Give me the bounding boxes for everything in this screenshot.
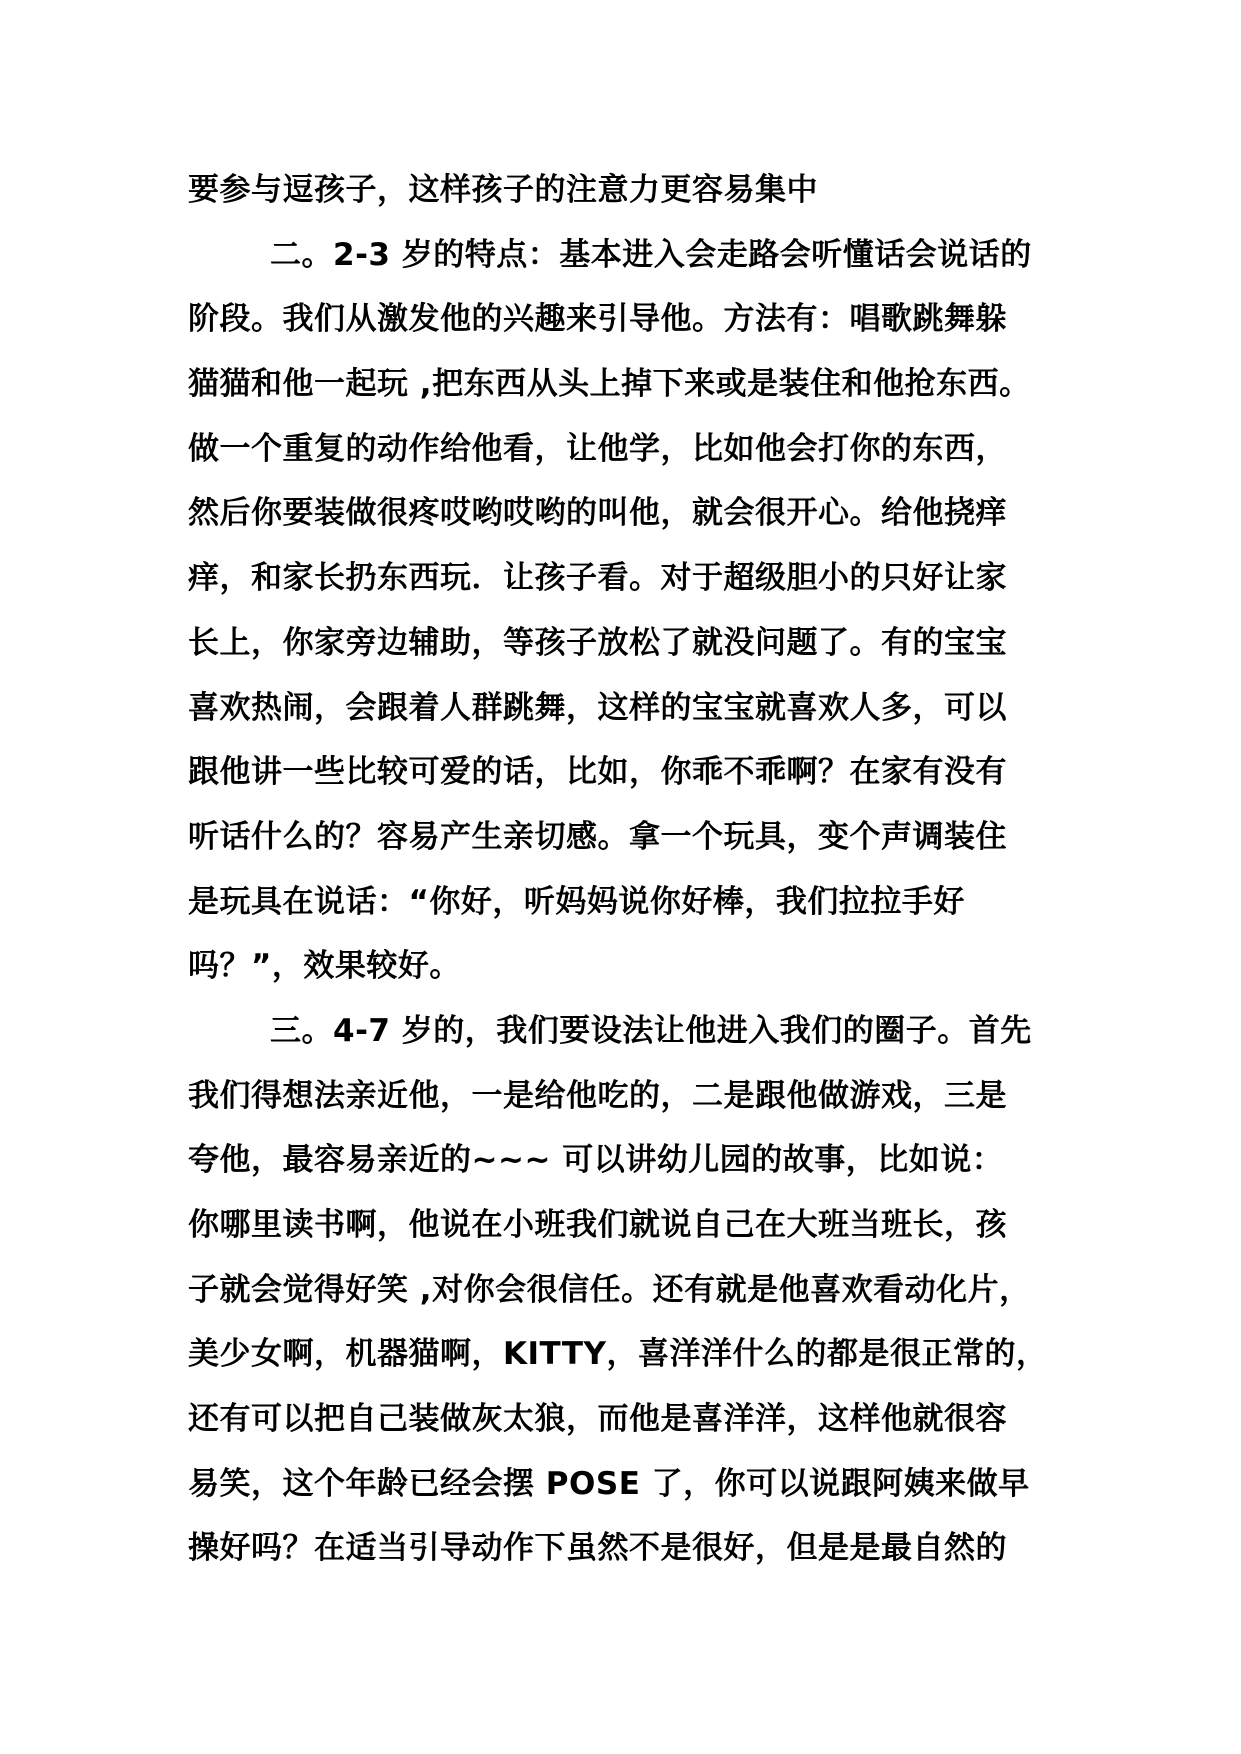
text-line: 夸他，最容易亲近的~~~ 可以讲幼儿园的故事，比如说： (188, 1142, 1004, 1179)
text-line: 长上，你家旁边辅助，等孩子放松了就没问题了。有的宝宝 (188, 624, 1007, 661)
text-line: 然后你要装做很疼哎哟哎哟的叫他，就会很开心。给他挠痒 (188, 495, 1007, 532)
text-line-section-two: 二。2-3 岁的特点：基本进入会走路会听懂话会说话的 (270, 236, 1032, 273)
text-line: 你哪里读书啊，他说在小班我们就说自己在大班当班长，孩 (188, 1207, 1007, 1243)
text-line: 操好吗？在适当引导动作下虽然不是很好，但是是最自然的 (188, 1530, 1007, 1567)
text-line: 还有可以把自己装做灰太狼，而他是喜洋洋，这样他就很容 (188, 1401, 1007, 1438)
text-line: 易笑，这个年龄已经会摆 POSE 了，你可以说跟阿姨来做早 (188, 1465, 1030, 1502)
text-line: 猫猫和他一起玩 ,把东西从头上掉下来或是装住和他抢东西。 (188, 366, 1031, 403)
text-line: 子就会觉得好笑 ,对你会很信任。还有就是他喜欢看动化片， (188, 1271, 1031, 1308)
text-line: 做一个重复的动作给他看，让他学，比如他会打你的东西， (188, 430, 1007, 467)
text-line: 痒，和家长扔东西玩．让孩子看。对于超级胆小的只好让家 (188, 560, 1007, 597)
text-line-section-three: 三。4-7 岁的，我们要设法让他进入我们的圈子。首先 (270, 1012, 1032, 1049)
text-line: 吗？”，效果较好。 (188, 948, 461, 985)
text-line: 跟他讲一些比较可爱的话，比如，你乖不乖啊？在家有没有 (188, 754, 1007, 791)
text-line: 要参与逗孩子，这样孩子的注意力更容易集中 (188, 172, 818, 208)
text-line: 是玩具在说话：“你好，听妈妈说你好棒，我们拉拉手好 (188, 883, 965, 920)
text-line: 阶段。我们从激发他的兴趣来引导他。方法有：唱歌跳舞躲 (188, 301, 1007, 338)
body-text (188, 158, 1088, 1581)
text-line: 听话什么的？容易产生亲切感。拿一个玩具，变个声调装住 (188, 818, 1007, 855)
text-line: 喜欢热闹，会跟着人群跳舞，这样的宝宝就喜欢人多，可以 (188, 689, 1007, 726)
text-line: 美少女啊，机器猫啊，KITTY，喜洋洋什么的都是很正常的， (188, 1336, 1048, 1373)
text-line: 我们得想法亲近他，一是给他吃的，二是跟他做游戏，三是 (188, 1077, 1007, 1114)
